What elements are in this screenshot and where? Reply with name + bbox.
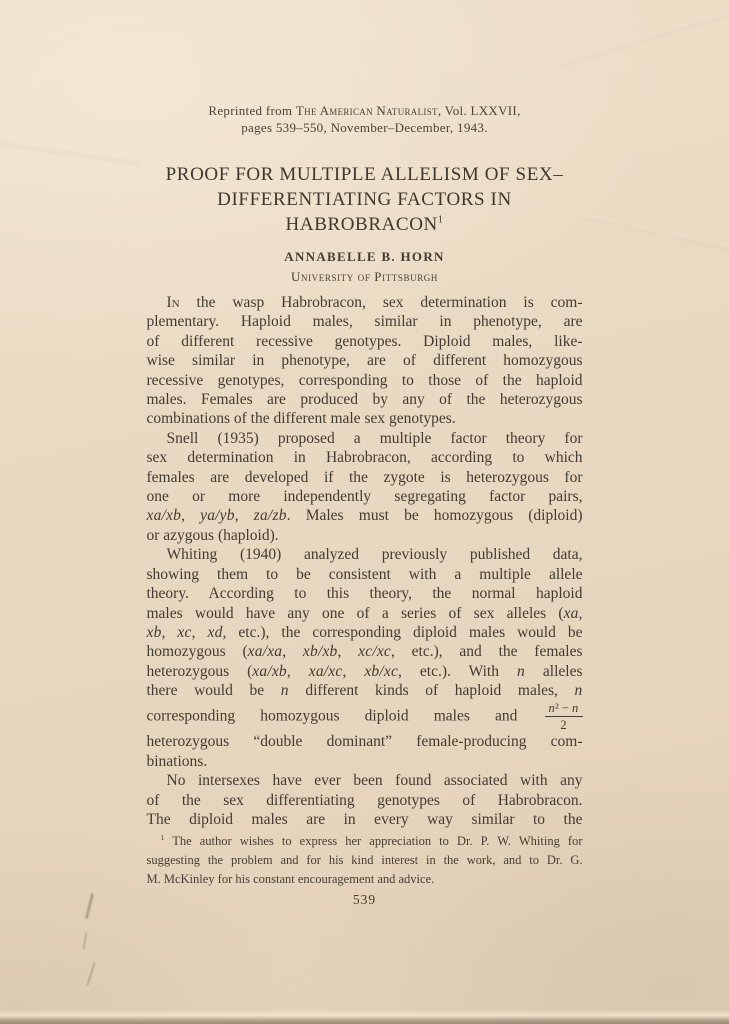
reprint-post: , Vol. LXXVII, — [437, 103, 521, 118]
text-line: In the wasp Habrobracon, sex determination is com- — [166, 294, 583, 311]
reprint-pre: Reprinted from — [208, 103, 296, 118]
reprint-line-1 — [0, 103, 729, 120]
fraction-numerator: n² − n — [545, 701, 583, 717]
text-line: of the sex differentiating genotypes of Habrobracon. — [146, 791, 583, 809]
reprint-line-2: pages 539–550, November–December, 1943. — [241, 119, 488, 135]
text-line: combinations of the different male sex genotypes. — [146, 410, 456, 428]
reprint-header — [0, 0, 729, 136]
text-line: sex determination in Habrobracon, according to which — [146, 449, 583, 467]
text-line: No intersexes have ever been found associated with any — [166, 772, 583, 790]
footnote — [147, 832, 583, 888]
paragraph — [147, 545, 583, 771]
text-line: recessive genotypes, corresponding to those of the haploid — [146, 371, 583, 389]
paragraph — [147, 293, 583, 429]
text-line: xb, xc, xd, etc.), the corresponding diploid males would be — [146, 623, 583, 641]
paper-crease — [0, 137, 139, 164]
author-name: ANNABELLE B. HORN — [284, 249, 445, 264]
scan-bottom-edge — [0, 1010, 729, 1024]
journal-name: The American Naturalist — [295, 103, 438, 118]
text-line: Snell (1935) proposed a multiple factor theory for — [166, 429, 583, 447]
text-line: The diploid males are in every way similar to the — [146, 810, 583, 828]
fraction-denominator: 2 — [560, 717, 567, 732]
title-line: DIFFERENTIATING FACTORS IN — [217, 189, 512, 210]
title-footnote-marker: 1 — [437, 214, 444, 226]
text-line: one or more independently segregating factor pairs, — [146, 488, 583, 506]
text-line: theory. According to this theory, the normal haploid — [146, 585, 583, 603]
text-line: heterozygous “double dominant” female-producing com- — [146, 733, 583, 751]
pencil-smudge — [82, 932, 87, 950]
title-line — [0, 212, 729, 237]
pencil-smudge — [86, 962, 95, 985]
title-line: PROOF FOR MULTIPLE ALLELISM OF SEX– — [165, 164, 564, 185]
text-line: plementary. Haploid males, similar in phenotype, are — [146, 313, 583, 331]
paragraph — [147, 771, 583, 829]
text-line: $^1$ The author wishes to express her appreciation to Dr. P. W. Whiting for — [160, 833, 583, 849]
text-line: females are developed if the zygote is heterozygous for — [146, 468, 583, 486]
text-line: M. McKinley for his constant encouragement and advice. — [146, 871, 435, 886]
text-line: of different recessive genotypes. Diploid males, like- — [146, 332, 583, 350]
text-line: xa/xb, ya/yb, za/zb. Males must be homozygous (diploid) — [146, 507, 583, 525]
text-line: corresponding homozygous diploid males and $\frac{\text{n² − n}}{2}$ — [147, 701, 583, 733]
text-line: males. Females are produced by any of the heterozygous — [146, 391, 583, 409]
text-line: showing them to be consistent with a multiple allele — [146, 565, 583, 583]
text-line: homozygous (xa/xa, xb/xb, xc/xc, etc.), and the females — [146, 643, 583, 661]
text-line: Whiting (1940) analyzed previously published data, — [166, 546, 583, 564]
text-line: binations. — [146, 752, 208, 770]
author-affiliation: University of Pittsburgh — [290, 269, 439, 284]
title-text: HABROBRACON — [285, 214, 438, 235]
inline-fraction — [545, 701, 583, 733]
paragraph — [147, 429, 583, 545]
article-title — [0, 162, 729, 237]
text-line: there would be n different kinds of haploid males, n — [146, 682, 583, 700]
page-number: 539 — [352, 892, 377, 908]
paragraph — [147, 832, 583, 888]
text-line: suggesting the problem and for his kind interest in the work, and to Dr. G. — [146, 852, 583, 867]
text-line: or azygous (haploid). — [146, 526, 279, 544]
text-line: heterozygous (xa/xb, xa/xc, xb/xc, etc.). With n alleles — [146, 662, 583, 680]
body-text — [147, 293, 583, 829]
text-line: wise similar in phenotype, are of different homozygous — [146, 352, 583, 370]
text-line: males would have any one of a series of sex alleles (xa, — [146, 604, 583, 622]
